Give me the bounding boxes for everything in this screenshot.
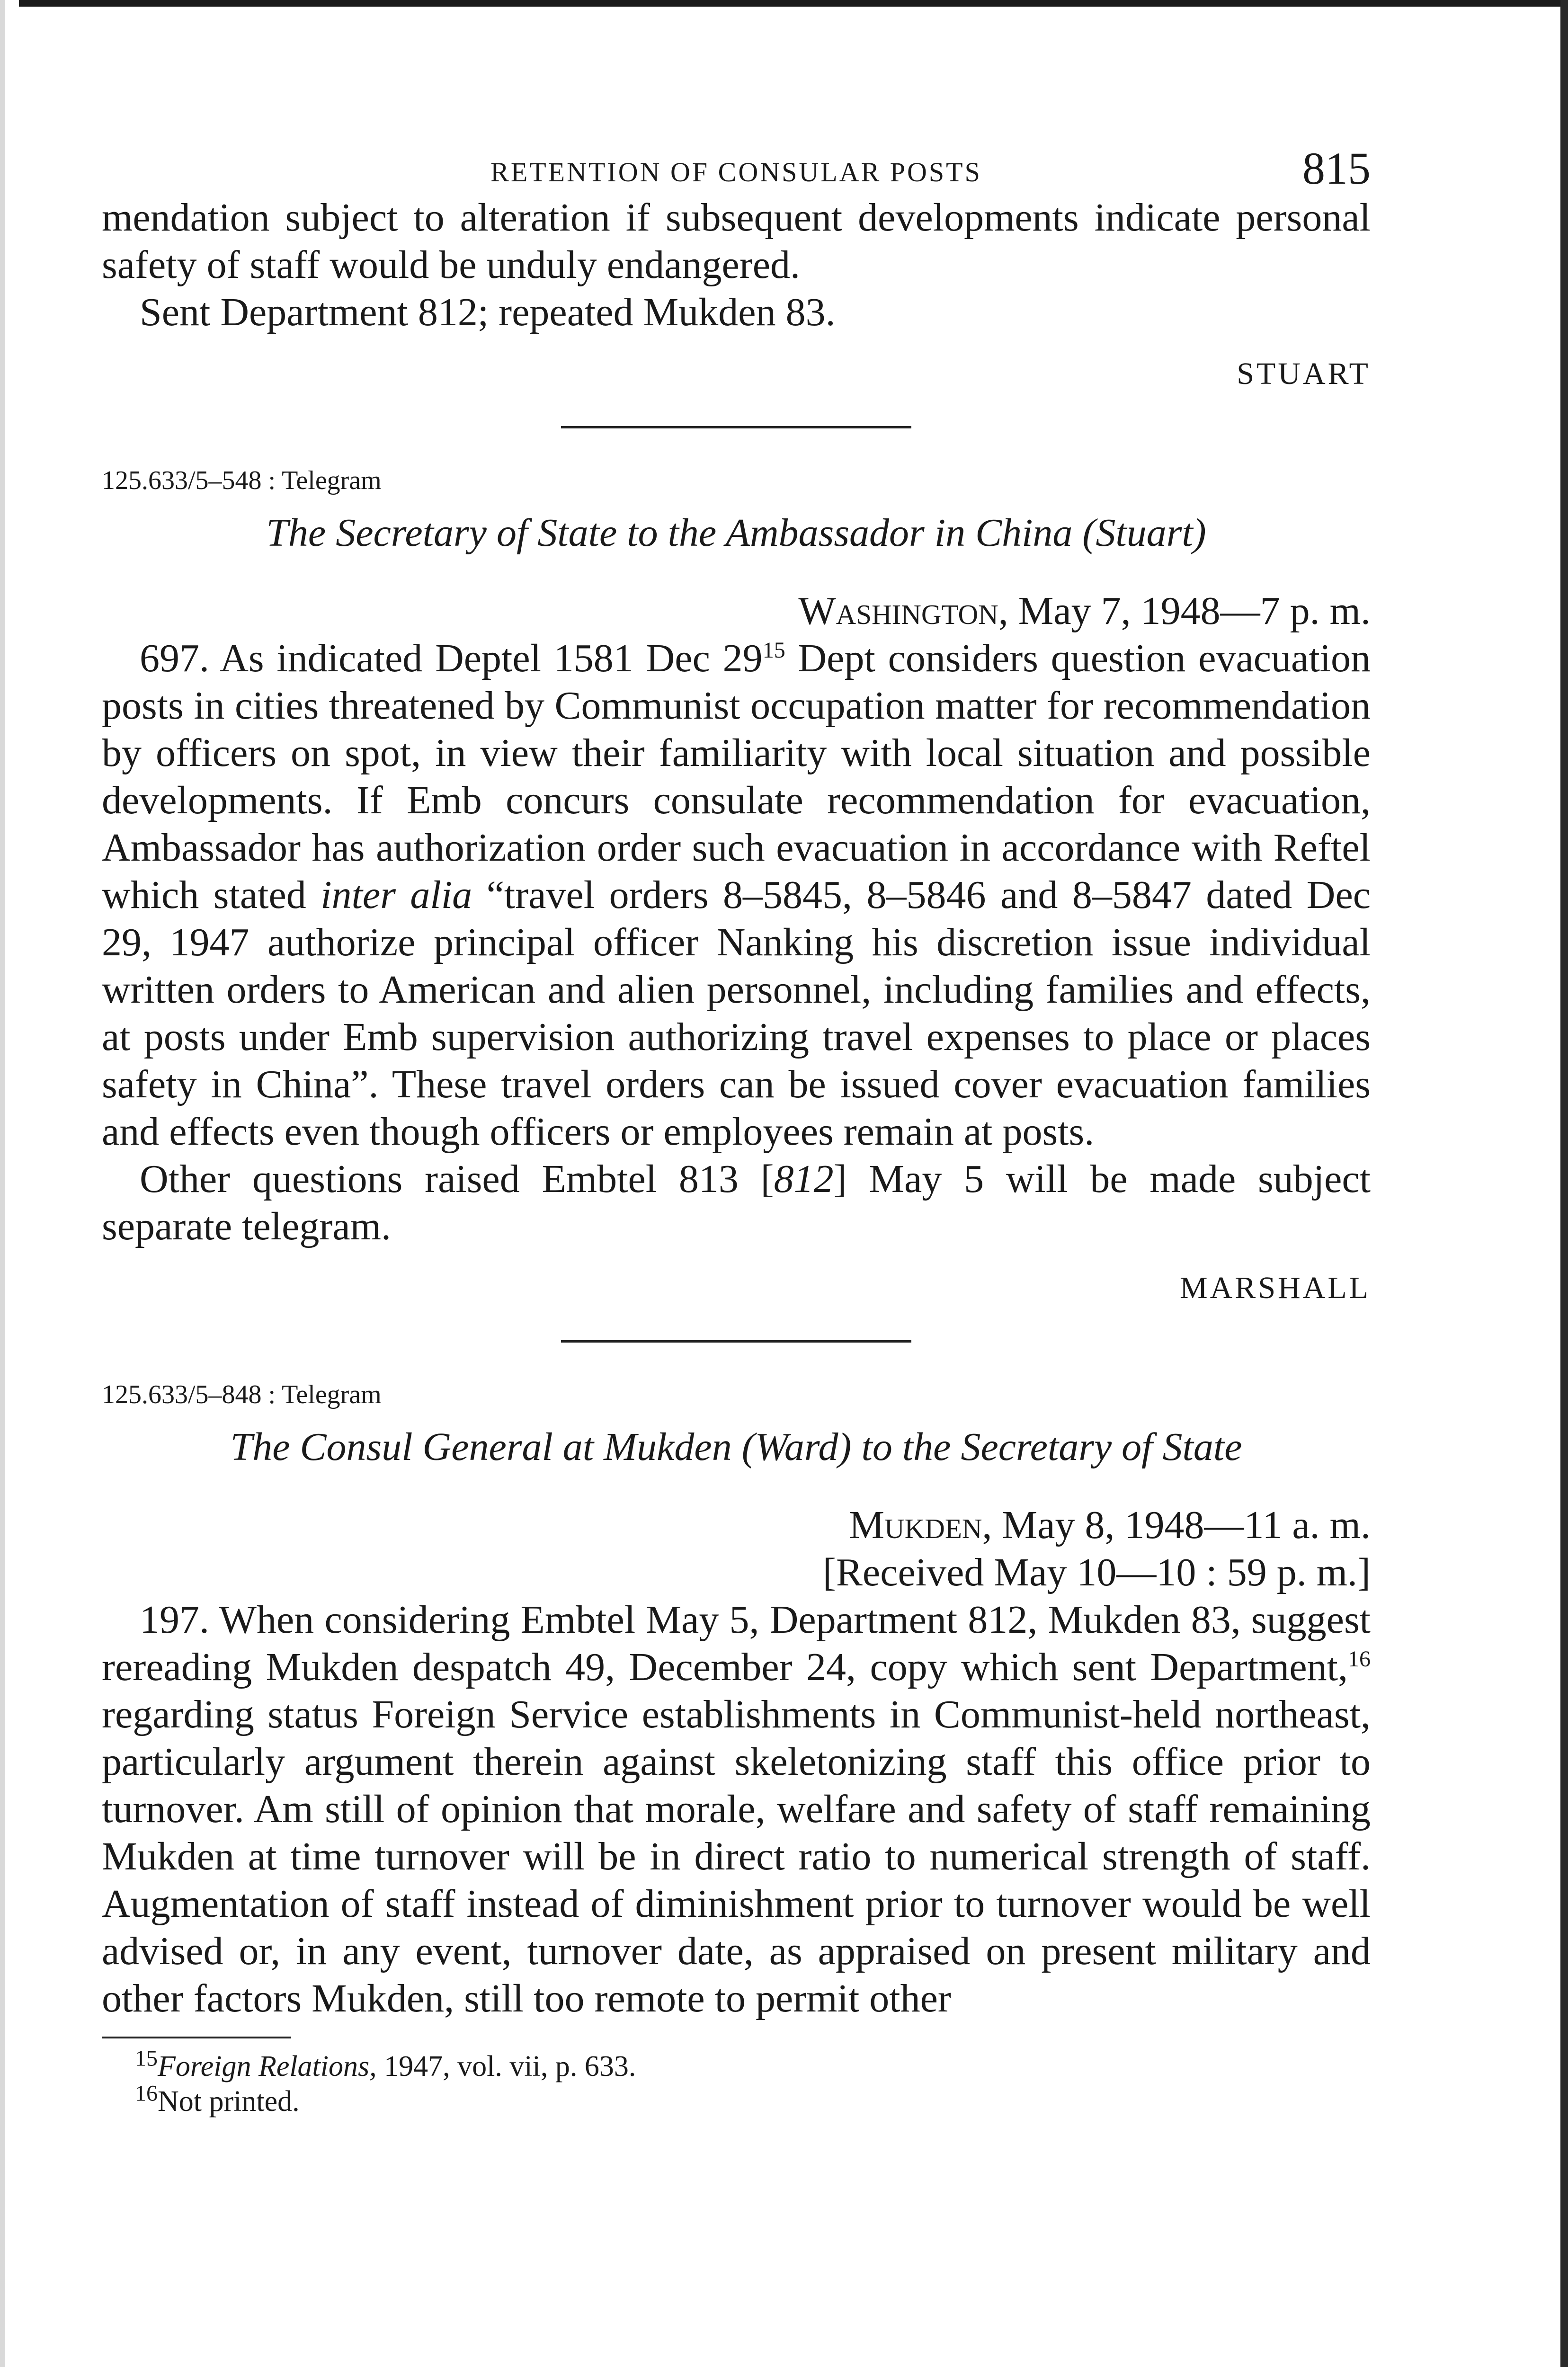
heading-name: Stuart [1096,511,1193,555]
heading-name: Ward [755,1425,838,1469]
heading-close: ) [1193,511,1206,555]
telegram-paragraph [102,1156,1371,1250]
document-page [102,142,1371,2119]
paragraph-text: Dept considers question evacuation posts in cities threatened by Communist occupation matter for recommendation by officers on spot, in view their familiarity with local situation and possible developments. If Emb concurs consulate recommendation for evacuation, Ambassador has authorization order such evacuation in accordance with Reftel which stated [102,636,1371,917]
footnote-ref: 16 [1348,1646,1371,1672]
footnote-mark: 15 [135,2046,158,2071]
dateline-place: Washington [798,589,998,633]
telegram-paragraph [102,1596,1371,2022]
heading-text: The Secretary of State to the Ambassador in China ( [266,511,1096,555]
document-heading [102,1421,1371,1473]
dateline [102,1502,1371,1549]
running-title: RETENTION OF CONSULAR POSTS [490,157,982,187]
document-heading [102,507,1371,559]
received-line: [Received May 10—10 : 59 p. m.] [822,1550,1371,1594]
footnote-ref: 15 [762,638,785,663]
footnote-text: Not printed. [158,2085,300,2118]
paragraph-text: regarding status Foreign Service establishments in Communist-held northeast, particularly argument therein against skeletonizing staff this office prior to turnover. Am still of opinion that morale, welfare and safety of staff remaining Mukden at time turnover will be in direct ratio to numerical strength of staff. Augmentation of staff instead of diminishment prior to turnover would be well advised or, in any event, turnover date, as appraised on present military and other factors Mukden, still too remote to permit other [102,1692,1371,2020]
file-reference: 125.633/5–848 : Telegram [102,1380,382,1409]
dateline-place: Mukden [849,1503,982,1547]
dateline-date: , May 7, 1948—7 p. m. [998,589,1371,633]
paragraph-text: Other questions raised Embtel 813 [ [140,1157,774,1201]
heading-text: The Consul General at Mukden ( [230,1425,755,1469]
section-divider [561,426,911,428]
scan-right-edge [1560,0,1568,2367]
bracket-correction: 812 [774,1157,834,1201]
section-divider [561,1340,911,1343]
file-reference: 125.633/5–548 : Telegram [102,466,382,495]
paragraph-text: 697. As indicated Deptel 1581 Dec 29 [140,636,763,680]
heading-text: ) to the Secretary of State [838,1425,1242,1469]
paragraph-text: 197. When considering Embtel May 5, Department 812, Mukden 83, suggest rereading Mukden despatch 49, December 24, copy which sent Department, [102,1598,1371,1689]
footnote-title: Foreign Relations, [158,2050,377,2082]
footnote-rule [102,2037,291,2038]
sent-line: Sent Department 812; repeated Mukden 83. [140,290,836,334]
page-number: 815 [1302,143,1371,194]
paragraph-text: “travel orders 8–5845, 8–5846 and 8–5847 dated Dec 29, 1947 authorize principal officer Nanking his discretion issue individual written orders to American and alien personnel, including families and effects, at posts under Emb supervision authorizing travel expenses to place or places safety in China”. These travel orders can be issued cover evacuation families and effects even though officers or employees remain at posts. [102,873,1371,1154]
signature-stuart: STUART [1237,356,1371,391]
scan-left-edge [0,0,5,2367]
scan-top-edge [19,0,1568,7]
continued-paragraph: mendation subject to alteration if subsequent developments indicate personal safety of staff would be unduly endangered. [102,196,1371,287]
latin-phrase: inter alia [321,873,472,917]
dateline [102,587,1371,635]
signature-marshall: MARSHALL [1179,1271,1371,1305]
footnote [102,2081,1371,2119]
paragraph-text: ] May 5 will be made subject separate telegram. [102,1157,1371,1248]
footnote [102,2046,1371,2084]
footnote-text: 1947, vol. vii, p. 633. [376,2050,636,2082]
running-head [102,142,1371,194]
telegram-paragraph [102,635,1371,1156]
dateline-date: , May 8, 1948—11 a. m. [982,1503,1371,1547]
footnote-mark: 16 [135,2081,158,2106]
